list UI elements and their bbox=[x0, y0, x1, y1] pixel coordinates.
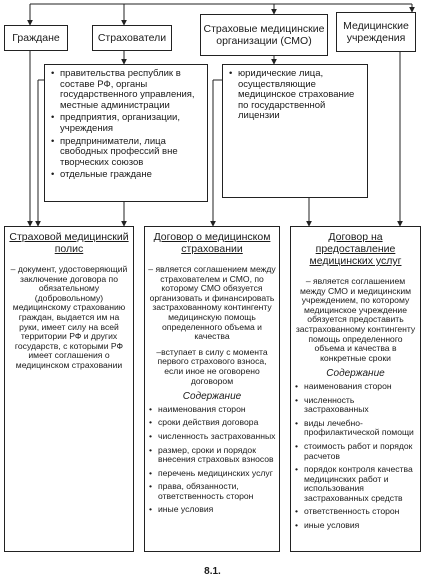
insurance-contract-title: Договор о медицинском страховании bbox=[153, 231, 271, 255]
list-item: • иные условия bbox=[148, 505, 276, 515]
medical-institutions-label: Медицинские учреждения bbox=[343, 20, 409, 44]
insurers-list bbox=[51, 69, 203, 181]
insurance-contract-description: – является соглашением между страхователем и СМО, по которому СМО обязуется организовать и финансировать застрахованному контингенту медицинскую помощь определенного объема и качества bbox=[148, 264, 276, 342]
list-item: • порядок контроля качества медицинских работ и использования застрахованных средств bbox=[294, 465, 417, 503]
citizens-box bbox=[4, 25, 68, 51]
list-item: • численность застрахованных bbox=[294, 396, 417, 415]
smo-list bbox=[229, 69, 363, 122]
insurance-contract-items bbox=[148, 405, 276, 515]
list-item: • сроки действия договора bbox=[148, 418, 276, 428]
list-item: • иные условия bbox=[294, 521, 417, 531]
list-item: • предприниматели, лица свободных профессий вне творческих союзов bbox=[51, 137, 203, 169]
policy-title: Страховой медицинский полис bbox=[9, 231, 129, 255]
smo-label: Страховые медицинские организации (СМО) bbox=[203, 23, 325, 47]
insurance-contract-effect: –вступает в силу с момента первого страхового взноса, если иное не оговорено договором bbox=[156, 346, 268, 386]
list-item: • наименования сторон bbox=[294, 382, 417, 392]
citizens-label: Граждане bbox=[12, 32, 60, 44]
list-item: • отдельные граждане bbox=[51, 170, 203, 181]
services-contract-items bbox=[294, 382, 417, 531]
figure-caption: 8.1. bbox=[204, 566, 221, 577]
list-item: • наименования сторон bbox=[148, 405, 276, 415]
smo-box bbox=[200, 14, 328, 56]
insurers-label: Страхователи bbox=[97, 32, 167, 44]
insurers-list-box bbox=[44, 64, 208, 202]
medical-institutions-box bbox=[336, 12, 416, 52]
list-item: • стоимость работ и порядок расчетов bbox=[294, 442, 417, 461]
services-contract-description: – является соглашением между СМО и медицинским учреждением, по которому медицинское учреждение обязуется предоставить застрахованному контингенту помощь определенного объема и качества в конкретные сроки bbox=[295, 276, 416, 363]
list-item: • юридические лица, осуществляющие медицинское страхование по государственной лицензии bbox=[229, 69, 363, 122]
policy-description: – документ, удостоверяющий заключение договора по обязательному (добровольному) медицинскому страхованию граждан, выдается им на руки, имеет силу на всей территории РФ и других государств, с которыми РФ имеет соглашения о медицинском страховании bbox=[10, 264, 128, 370]
list-item: • численность застрахованных bbox=[148, 432, 276, 442]
list-item: • перечень медицинских услуг bbox=[148, 469, 276, 479]
list-item: • размер, сроки и порядок внесения страховых взносов bbox=[148, 446, 276, 465]
policy-column bbox=[4, 226, 134, 552]
list-item: • права, обязанности, ответственность сторон bbox=[148, 482, 276, 501]
list-item: • ответственность сторон bbox=[294, 507, 417, 517]
list-item: • предприятия, организации, учреждения bbox=[51, 113, 203, 134]
list-item: • виды лечебно-профилактической помощи bbox=[294, 419, 417, 438]
insurance-contract-column bbox=[144, 226, 280, 552]
services-contract-section-title: Содержание bbox=[326, 368, 385, 380]
smo-list-box bbox=[222, 64, 368, 198]
services-contract-title: Договор на предоставление медицинских услуг bbox=[309, 231, 402, 267]
insurance-contract-section-title: Содержание bbox=[182, 391, 242, 403]
insurers-box bbox=[92, 25, 172, 51]
list-item: • правительства республик в составе РФ, органы государственного управления, местные администрации bbox=[51, 69, 203, 111]
services-contract-column bbox=[290, 226, 421, 552]
